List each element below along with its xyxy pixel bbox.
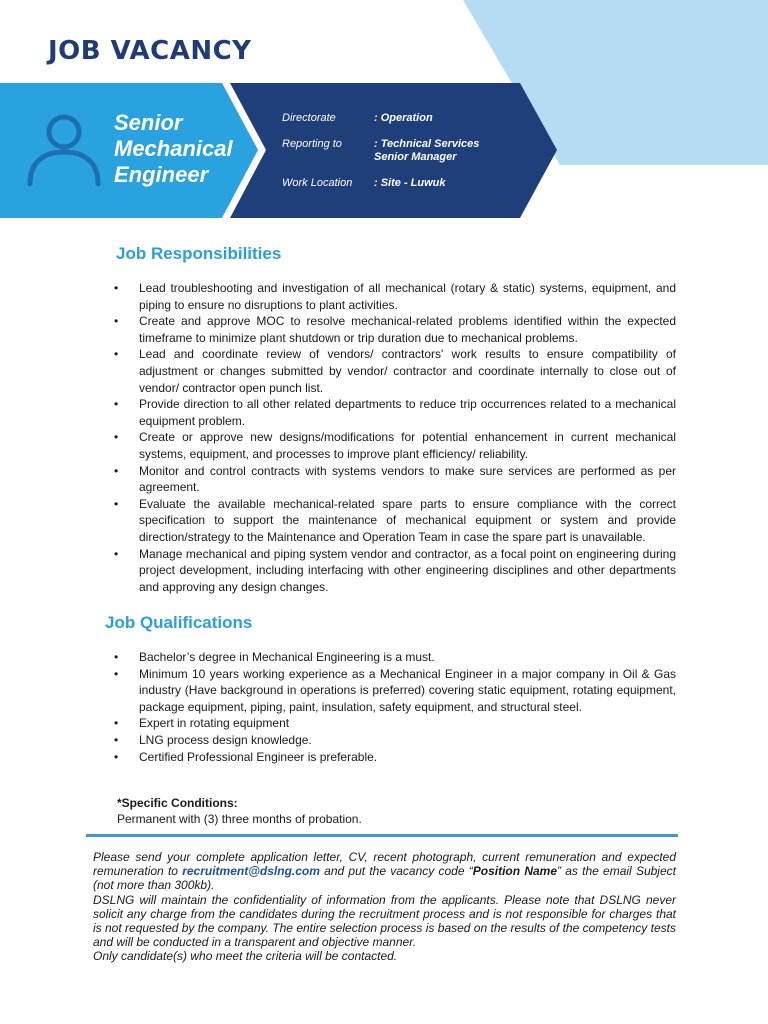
- job-title-line: Mechanical: [114, 136, 233, 161]
- job-info-table: [282, 112, 479, 203]
- job-title-line: Engineer: [114, 162, 209, 187]
- info-value: : Technical Services Senior Manager: [374, 138, 480, 163]
- list-item: • Lead troubleshooting and investigation of all mechanical (rotary & static) systems, equipment, and piping to ensure no disruptions to plant activities.: [114, 280, 676, 313]
- info-value: : Operation: [374, 112, 433, 124]
- info-label: Work Location: [282, 177, 353, 189]
- email-link[interactable]: recruitment@dslng.com: [182, 864, 320, 879]
- qualifications-heading: Job Qualifications: [105, 613, 253, 632]
- instructions-text: Please send your complete application letter, CV, recent photograph, current remuneration and expected remuneration to: [93, 850, 676, 879]
- responsibilities-list: [114, 280, 676, 595]
- page-title: JOB VACANCY: [48, 36, 252, 66]
- application-instructions: [93, 850, 676, 964]
- info-row-reporting: [282, 138, 479, 164]
- conditions-title: *Specific Conditions:: [117, 796, 238, 810]
- instructions-text: and put the vacancy code “: [319, 864, 473, 879]
- specific-conditions: [117, 795, 362, 827]
- list-item: • Manage mechanical and piping system vendor and contractor, as a focal point on engineering during project development, including interfacing with other engineering disciplines and other departments and approving any design changes.: [114, 546, 676, 596]
- person-icon: [24, 108, 104, 188]
- instructions-text: ” as the email Subject (not more than 300kb).: [93, 864, 676, 893]
- info-row-directorate: [282, 112, 479, 125]
- info-row-location: [282, 177, 479, 190]
- conditions-text: Permanent with (3) three months of probation.: [117, 812, 362, 826]
- list-item: • Create and approve MOC to resolve mechanical-related problems identified within the expected timeframe to minimize plant shutdown or trip duration due to mechanical problems.: [114, 313, 676, 346]
- list-item: • Lead and coordinate review of vendors/ contractors' work results to ensure compatibility of adjustment or changes submitted by vendor/ contractor and coordinate internally to close out of vendor/ contractor open punch list.: [114, 346, 676, 396]
- list-item: • Evaluate the available mechanical-related spare parts to ensure compliance with the correct specification to support the maintenance of mechanical equipment or system and provide direction/strategy to the Maintenance and Operation Team in case the spare part is unavailable.: [114, 496, 676, 546]
- job-title-line: Senior: [114, 110, 183, 135]
- qualifications-list: [114, 649, 676, 765]
- instructions-paragraph: [93, 850, 676, 893]
- list-item: • Create or approve new designs/modifications for potential enhancement in current mechanical systems, equipment, and processes to improve plant efficiency/ reliability.: [114, 429, 676, 462]
- info-label: Reporting to: [282, 138, 342, 150]
- contact-note: Only candidate(s) who meet the criteria will be contacted.: [93, 949, 398, 964]
- responsibilities-heading: Job Responsibilities: [116, 244, 282, 263]
- position-name: Position Name: [472, 864, 557, 879]
- list-item: • Minimum 10 years working experience as a Mechanical Engineer in a major company in Oil & Gas industry (Have background in operations is preferred) covering static equipment, rotating equipment, package equipment, piping, paint, insulation, safety equipment, and structural steel.: [114, 666, 676, 716]
- job-title: [114, 110, 254, 188]
- list-item: • LNG process design knowledge.: [114, 732, 676, 749]
- info-value: : Site - Luwuk: [374, 177, 446, 189]
- list-item: • Expert in rotating equipment: [114, 715, 676, 732]
- list-item: • Provide direction to all other related departments to reduce trip occurrences related to a mechanical equipment problem.: [114, 396, 676, 429]
- list-item: • Certified Professional Engineer is preferable.: [114, 749, 676, 766]
- confidentiality-paragraph: DSLNG will maintain the confidentiality of information from the applicants. Please note that DSLNG never solicit any charge from the candidates during the recruitment process and is not responsible for charges that is not requested by the company. The entire selection process is based on the results of the competency tests and will be conducted in a transparent and objective manner.: [93, 892, 676, 950]
- list-item: • Bachelor’s degree in Mechanical Engineering is a must.: [114, 649, 676, 666]
- info-label: Directorate: [282, 112, 336, 124]
- list-item: • Monitor and control contracts with systems vendors to make sure services are performed as per agreement.: [114, 463, 676, 496]
- divider: [86, 834, 678, 837]
